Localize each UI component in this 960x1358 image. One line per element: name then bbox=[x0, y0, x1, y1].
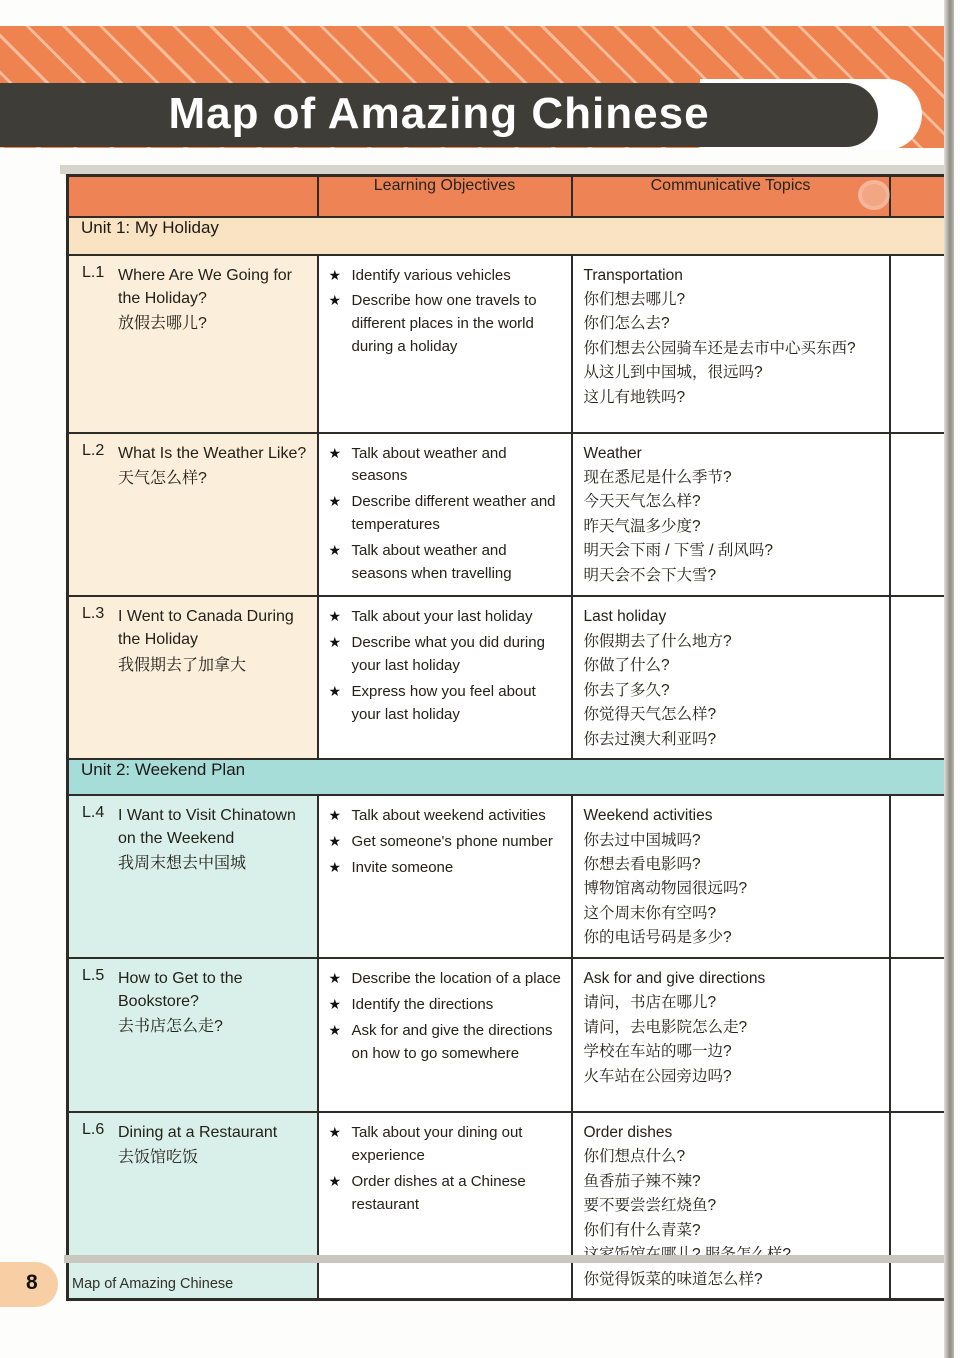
topic-line: Weather bbox=[583, 444, 642, 462]
lesson-number: L.5 bbox=[82, 966, 105, 984]
topics-cell bbox=[572, 596, 890, 759]
star-bullet-icon: ★ bbox=[328, 444, 342, 461]
objective-text: Identify various vehicles bbox=[351, 266, 511, 284]
lesson-title-zh: 我周末想去中国城 bbox=[118, 855, 247, 873]
objectives-cell bbox=[318, 433, 572, 597]
objective-text: Describe different weather and temperatures bbox=[351, 493, 556, 534]
lesson-number: L.6 bbox=[82, 1120, 105, 1138]
topic-line: 鱼香茄子辣不辣? bbox=[583, 1172, 701, 1190]
topic-line: Last holiday bbox=[583, 608, 667, 626]
star-bullet-icon: ★ bbox=[328, 969, 342, 986]
star-bullet-icon: ★ bbox=[328, 858, 342, 875]
objective-item bbox=[329, 805, 565, 828]
lesson-title-zh: 我假期去了加拿大 bbox=[118, 656, 247, 674]
header-edge-cell bbox=[890, 176, 951, 217]
lesson-title-en: I Went to Canada During the Holiday bbox=[118, 608, 294, 649]
topic-line: 明天会下雨 / 下雪 / 刮风吗? bbox=[583, 542, 773, 560]
lesson-number: L.4 bbox=[82, 804, 105, 822]
topic-line: 你们怎么去? bbox=[583, 315, 670, 333]
star-bullet-icon: ★ bbox=[328, 807, 342, 824]
lesson-title-en: Dining at a Restaurant bbox=[118, 1123, 278, 1141]
curriculum-table bbox=[66, 174, 952, 1301]
star-bullet-icon: ★ bbox=[328, 832, 342, 849]
objective-text: Talk about weather and seasons when travelling bbox=[351, 542, 512, 583]
topics-cell bbox=[572, 1112, 890, 1300]
edge-cell bbox=[890, 596, 951, 759]
star-bullet-icon: ★ bbox=[328, 682, 342, 699]
lesson-number: L.1 bbox=[82, 263, 105, 281]
topic-line: 明天会不会下大雪? bbox=[583, 566, 717, 584]
topic-line: 这儿有地铁吗? bbox=[583, 388, 686, 406]
topic-line: 你们想去哪儿? bbox=[583, 290, 686, 308]
unit-1-row bbox=[68, 217, 951, 255]
topic-line: 现在悉尼是什么季节? bbox=[583, 468, 732, 486]
lesson-title-zh: 去饭馆吃饭 bbox=[118, 1149, 199, 1167]
scan-circle-artifact bbox=[858, 180, 890, 210]
objective-text: Express how you feel about your last holiday bbox=[351, 682, 536, 723]
objective-item bbox=[329, 265, 565, 288]
lesson-row-l5 bbox=[68, 958, 951, 1112]
topic-line: 你去过中国城吗? bbox=[583, 831, 701, 849]
objective-item bbox=[329, 443, 565, 489]
lesson-title-zh: 放假去哪儿? bbox=[118, 314, 207, 332]
lesson-title-cell bbox=[68, 255, 318, 433]
star-bullet-icon: ★ bbox=[328, 542, 342, 559]
scan-shadow-top bbox=[60, 165, 950, 174]
page-title: Map of Amazing Chinese bbox=[168, 89, 710, 138]
objective-item bbox=[329, 994, 565, 1017]
lesson-title-cell bbox=[68, 958, 318, 1112]
objectives-cell bbox=[318, 958, 572, 1112]
objectives-cell bbox=[318, 255, 572, 433]
topic-line: Transportation bbox=[583, 266, 683, 284]
lesson-title-en: How to Get to the Bookstore? bbox=[118, 969, 243, 1011]
topic-line: 博物馆离动物园很远吗? bbox=[583, 880, 748, 898]
topic-line: Weekend activities bbox=[583, 807, 713, 825]
star-bullet-icon: ★ bbox=[328, 608, 342, 625]
topics-cell bbox=[572, 795, 890, 958]
objective-item bbox=[329, 681, 565, 727]
lesson-title-cell bbox=[68, 1112, 318, 1300]
topic-line: 你们有什么青菜? bbox=[583, 1221, 701, 1239]
objective-text: Identify the directions bbox=[351, 995, 494, 1013]
table-header-row bbox=[68, 176, 951, 217]
objective-item bbox=[329, 290, 565, 359]
header-objectives-cell: Learning Objectives bbox=[318, 176, 572, 217]
unit-1-label: Unit 1: My Holiday bbox=[68, 217, 951, 255]
topic-line: 要不要尝尝红烧鱼? bbox=[583, 1197, 717, 1215]
topic-line: 学校在车站的哪一边? bbox=[583, 1043, 732, 1061]
lesson-title-cell bbox=[68, 433, 318, 597]
lesson-title-en: I Want to Visit Chinatown on the Weekend bbox=[118, 807, 296, 848]
lesson-title-cell bbox=[68, 795, 318, 958]
header-topics-cell: Communicative Topics bbox=[572, 176, 890, 217]
topic-line: 你觉得天气怎么样? bbox=[583, 706, 717, 724]
lesson-title-en: Where Are We Going for the Holiday? bbox=[118, 266, 292, 307]
unit-2-row bbox=[68, 759, 951, 795]
objective-text: Talk about weather and seasons bbox=[351, 444, 507, 485]
title-banner bbox=[0, 83, 878, 147]
objective-item bbox=[329, 606, 565, 629]
lesson-row-l1 bbox=[68, 255, 951, 433]
scan-shadow-bottom bbox=[64, 1255, 950, 1263]
objective-item bbox=[329, 1171, 565, 1217]
edge-cell bbox=[890, 795, 951, 958]
striped-header-band bbox=[0, 26, 948, 148]
objective-item bbox=[329, 831, 565, 854]
star-bullet-icon: ★ bbox=[328, 292, 342, 309]
edge-cell bbox=[890, 255, 951, 433]
lesson-title-zh: 去书店怎么走? bbox=[118, 1018, 223, 1036]
lesson-row-l3 bbox=[68, 596, 951, 759]
lesson-row-l4 bbox=[68, 795, 951, 958]
topic-line: Ask for and give directions bbox=[583, 969, 766, 987]
star-bullet-icon: ★ bbox=[328, 634, 342, 651]
topic-line: 你假期去了什么地方? bbox=[583, 632, 732, 650]
objective-text: Describe what you did during your last holiday bbox=[351, 634, 545, 674]
topic-line: 请问，书店在哪儿? bbox=[583, 994, 717, 1012]
objective-item bbox=[329, 968, 565, 991]
page-edge-shadow bbox=[944, 0, 954, 1358]
topic-line: 请问，去电影院怎么走? bbox=[583, 1018, 748, 1036]
topic-line: 昨天气温多少度? bbox=[583, 517, 701, 535]
lesson-title-en: What Is the Weather Like? bbox=[118, 444, 307, 462]
objectives-cell bbox=[318, 1112, 572, 1300]
objectives-cell bbox=[318, 596, 572, 759]
star-bullet-icon: ★ bbox=[328, 493, 342, 510]
star-bullet-icon: ★ bbox=[328, 1172, 342, 1189]
topic-line: 你的电话号码是多少? bbox=[583, 929, 732, 947]
objective-item bbox=[329, 1020, 565, 1066]
objective-text: Ask for and give the directions on how to go somewhere bbox=[351, 1021, 553, 1062]
objective-text: Invite someone bbox=[351, 858, 454, 876]
edge-cell bbox=[890, 958, 951, 1112]
objective-item bbox=[329, 1122, 565, 1168]
topic-line: 今天天气怎么样? bbox=[583, 493, 701, 511]
objective-text: Describe how one travels to different places in the world during a holiday bbox=[351, 292, 537, 356]
topics-cell bbox=[572, 433, 890, 597]
objective-text: Get someone's phone number bbox=[351, 832, 553, 850]
star-bullet-icon: ★ bbox=[328, 1123, 342, 1140]
topic-line: Order dishes bbox=[583, 1123, 673, 1141]
topic-line: 你去过澳大利亚吗? bbox=[583, 730, 717, 748]
topic-line: 你们想点什么? bbox=[583, 1148, 686, 1166]
topic-line: 你觉得饭菜的味道怎么样? bbox=[583, 1270, 763, 1288]
topic-line: 从这儿到中国城，很远吗? bbox=[583, 364, 763, 382]
star-bullet-icon: ★ bbox=[328, 995, 342, 1012]
footer-label: Map of Amazing Chinese bbox=[72, 1276, 234, 1292]
topic-line: 你们想去公园骑车还是去市中心买东西? bbox=[583, 339, 856, 357]
objective-item bbox=[329, 857, 565, 880]
objective-text: Talk about your last holiday bbox=[351, 608, 533, 626]
objective-text: Describe the location of a place bbox=[351, 969, 561, 987]
objective-item bbox=[329, 540, 565, 586]
objectives-cell bbox=[318, 795, 572, 958]
topic-line: 火车站在公园旁边吗? bbox=[583, 1067, 732, 1085]
topic-line: 你想去看电影吗? bbox=[583, 856, 701, 873]
topics-cell bbox=[572, 958, 890, 1112]
header-lesson-cell bbox=[68, 176, 318, 217]
star-bullet-icon: ★ bbox=[328, 266, 342, 283]
objective-item bbox=[329, 491, 565, 537]
objective-text: Talk about your dining out experience bbox=[351, 1123, 523, 1164]
unit-2-label: Unit 2: Weekend Plan bbox=[68, 759, 951, 795]
topic-line: 这个周末你有空吗? bbox=[583, 904, 717, 922]
lesson-row-l6 bbox=[68, 1112, 951, 1300]
objective-item bbox=[329, 632, 565, 678]
page-number: 8 bbox=[26, 1271, 38, 1294]
topic-line: 你去了多久? bbox=[583, 681, 670, 699]
objective-text: Order dishes at a Chinese restaurant bbox=[351, 1172, 526, 1213]
lesson-number: L.3 bbox=[82, 605, 105, 623]
objective-text: Talk about weekend activities bbox=[351, 807, 546, 825]
lesson-number: L.2 bbox=[82, 441, 105, 459]
lesson-title-cell bbox=[68, 596, 318, 759]
star-bullet-icon: ★ bbox=[328, 1021, 342, 1038]
lesson-row-l2 bbox=[68, 433, 951, 597]
lesson-title-zh: 天气怎么样? bbox=[118, 469, 207, 487]
topic-line: 你做了什么? bbox=[583, 657, 670, 675]
edge-cell bbox=[890, 433, 951, 597]
edge-cell bbox=[890, 1112, 951, 1300]
topics-cell bbox=[572, 255, 890, 433]
